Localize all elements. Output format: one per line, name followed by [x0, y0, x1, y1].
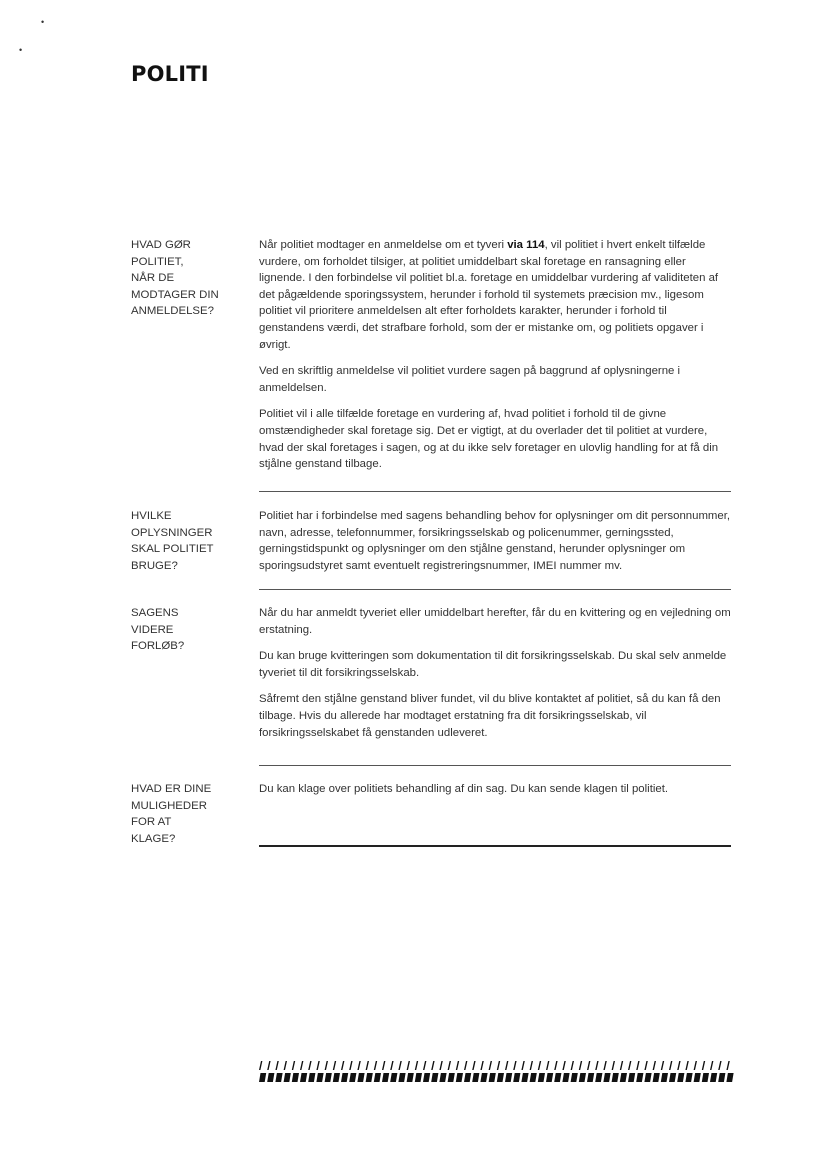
thick-stripe [292, 1073, 299, 1082]
thick-stripe [415, 1073, 422, 1082]
thin-stripe [595, 1061, 598, 1070]
thick-stripe [644, 1073, 651, 1082]
thick-stripe [579, 1073, 586, 1082]
thick-stripe [620, 1073, 627, 1082]
thick-stripe [308, 1073, 315, 1082]
thin-stripe [407, 1061, 410, 1070]
section-divider [259, 491, 731, 492]
thin-stripe [677, 1061, 680, 1070]
thin-stripe [554, 1061, 557, 1070]
section-body [259, 781, 731, 808]
thin-stripe [497, 1061, 500, 1070]
thin-stripe [456, 1061, 459, 1070]
thin-stripe-row [259, 1061, 730, 1070]
thick-stripe [390, 1073, 397, 1082]
thin-stripe [530, 1061, 533, 1070]
thick-stripe [587, 1073, 594, 1082]
thick-stripe [456, 1073, 463, 1082]
thin-stripe [472, 1061, 475, 1070]
scan-speck: • [19, 45, 23, 55]
thin-stripe [587, 1061, 590, 1070]
thin-stripe [538, 1061, 541, 1070]
police-stripe-pattern [257, 1061, 735, 1083]
thick-stripe [628, 1073, 635, 1082]
thick-stripe [595, 1073, 602, 1082]
thin-stripe [661, 1061, 664, 1070]
thin-stripe [292, 1061, 295, 1070]
thin-stripe [702, 1061, 705, 1070]
thin-stripe [710, 1061, 713, 1070]
thick-stripe [710, 1073, 717, 1082]
section-divider [259, 589, 731, 590]
thin-stripe [439, 1061, 442, 1070]
thin-stripe [694, 1061, 697, 1070]
paragraph: Når du har anmeldt tyveriet eller umiddelbart herefter, får du en kvittering og en vejledning om erstatning. [259, 607, 731, 636]
thick-stripe [349, 1073, 356, 1082]
thin-stripe [644, 1061, 647, 1070]
thick-stripe [653, 1073, 660, 1082]
thick-stripe [571, 1073, 578, 1082]
thin-stripe [505, 1061, 508, 1070]
thick-stripe [603, 1073, 610, 1082]
thin-stripe [423, 1061, 426, 1070]
thin-stripe [562, 1061, 565, 1070]
thick-stripe [431, 1073, 438, 1082]
thick-stripe [530, 1073, 537, 1082]
politi-logo: POLITI [131, 62, 209, 86]
thick-stripe [718, 1073, 725, 1082]
thick-stripe [685, 1073, 692, 1082]
section-body [259, 605, 731, 751]
thick-stripe [554, 1073, 561, 1082]
thin-stripe [259, 1061, 262, 1070]
paragraph: Du kan klage over politiets behandling af din sag. Du kan sende klagen til politiet. [259, 783, 669, 795]
section-body [259, 508, 731, 584]
thin-stripe [316, 1061, 319, 1070]
thick-stripe [357, 1073, 364, 1082]
thin-stripe [669, 1061, 672, 1070]
thick-stripe [497, 1073, 504, 1082]
thick-stripe [284, 1073, 291, 1082]
paragraph: Du kan bruge kvitteringen som dokumentation til dit forsikringsselskab. Du skal selv anmelde tyveriet til dit forsikringsselskab. [259, 650, 727, 679]
thick-stripe [562, 1073, 569, 1082]
thin-stripe [628, 1061, 631, 1070]
thin-stripe [374, 1061, 377, 1070]
thin-stripe [333, 1061, 336, 1070]
thick-stripe [513, 1073, 520, 1082]
thick-stripe [726, 1073, 733, 1082]
section-heading: HVAD GØR POLITIET, NÅR DE MODTAGER DIN ANMELDELSE? [131, 239, 219, 318]
thin-stripe [284, 1061, 287, 1070]
thin-stripe [612, 1061, 615, 1070]
thin-stripe [308, 1061, 311, 1070]
thin-stripe [390, 1061, 393, 1070]
thin-stripe [636, 1061, 639, 1070]
thick-stripe [669, 1073, 676, 1082]
thin-stripe [579, 1061, 582, 1070]
thick-stripe [448, 1073, 455, 1082]
thick-stripe [702, 1073, 709, 1082]
section-heading: HVAD ER DINE MULIGHEDER FOR AT KLAGE? [131, 783, 212, 845]
thick-stripe [521, 1073, 528, 1082]
thick-stripe [316, 1073, 323, 1082]
thin-stripe [382, 1061, 385, 1070]
thick-stripe [489, 1073, 496, 1082]
thin-stripe [513, 1061, 516, 1070]
thin-stripe [620, 1061, 623, 1070]
thin-stripe [325, 1061, 328, 1070]
thin-stripe [398, 1061, 401, 1070]
thin-stripe [415, 1061, 418, 1070]
thin-stripe [480, 1061, 483, 1070]
thin-stripe [275, 1061, 278, 1070]
thin-stripe [603, 1061, 606, 1070]
thin-stripe [349, 1061, 352, 1070]
thin-stripe [431, 1061, 434, 1070]
paragraph: Politiet har i forbindelse med sagens behandling behov for oplysninger om dit personnummer, navn, adresse, telefonnummer, forsikringsselskab og policenummer, gerningssted, gerningstidspunkt og oplysninger om den stjålne genstand, herunder oplysninger om sporingsudstyret samt eventuelt registreringsnummer, IMEI nummer mv. [259, 510, 731, 572]
thin-stripe [300, 1061, 303, 1070]
thick-stripe [267, 1073, 274, 1082]
thick-stripe-row [259, 1073, 734, 1082]
paragraph: Ved en skriftlig anmeldelse vil politiet vurdere sagen på baggrund af oplysningerne i anmeldelsen. [259, 365, 681, 394]
thin-stripe [357, 1061, 360, 1070]
thick-stripe [366, 1073, 373, 1082]
thin-stripe [685, 1061, 688, 1070]
thick-stripe [374, 1073, 381, 1082]
thin-stripe [521, 1061, 524, 1070]
thick-stripe [259, 1073, 266, 1082]
thin-stripe [489, 1061, 492, 1070]
end-divider [259, 845, 731, 847]
thin-stripe [366, 1061, 369, 1070]
section-heading: SAGENS VIDERE FORLØB? [131, 607, 185, 653]
thick-stripe [636, 1073, 643, 1082]
paragraph: Politiet vil i alle tilfælde foretage en vurdering af, hvad politiet i forhold til de givne omstændigheder skal foretage sig. Det er vigtigt, at du overlader det til politiet at vurdere, hvad der skal foretages i sagen, og at du ikke selv foretager en ulovlig handling for at få din stjålne genstand tilbage. [259, 408, 719, 471]
thick-stripe [333, 1073, 340, 1082]
thick-stripe [480, 1073, 487, 1082]
thin-stripe [546, 1061, 549, 1070]
thin-stripe [653, 1061, 656, 1070]
thick-stripe [538, 1073, 545, 1082]
thick-stripe [407, 1073, 414, 1082]
thick-stripe [325, 1073, 332, 1082]
thick-stripe [505, 1073, 512, 1082]
thick-stripe [341, 1073, 348, 1082]
thick-stripe [677, 1073, 684, 1082]
section-heading: HVILKE OPLYSNINGER SKAL POLITIET BRUGE? [131, 510, 214, 572]
thick-stripe [612, 1073, 619, 1082]
thin-stripe [726, 1061, 729, 1070]
thick-stripe [439, 1073, 446, 1082]
thick-stripe [423, 1073, 430, 1082]
thin-stripe [341, 1061, 344, 1070]
thick-stripe [464, 1073, 471, 1082]
thick-stripe [275, 1073, 282, 1082]
thick-stripe [661, 1073, 668, 1082]
thin-stripe [571, 1061, 574, 1070]
thin-stripe [718, 1061, 721, 1070]
section-divider [259, 765, 731, 766]
thin-stripe [267, 1061, 270, 1070]
thick-stripe [472, 1073, 479, 1082]
thick-stripe [300, 1073, 307, 1082]
thin-stripe [448, 1061, 451, 1070]
paragraph: Når politiet modtager en anmeldelse om et tyveri via 114, vil politiet i hvert enkelt tilfælde vurdere, om forholdet tilsiger, at politiet umiddelbart skal foretage en ransagning eller lignende. I den forbindelse vil politiet bl.a. foretage en umiddelbar vurdering af validiteten af det pågældende sporingssystem, herunder i forhold til systemets præcision mv., ligesom politiet vil prioritere anmeldelsen alt efter forholdets karakter, herunder i forhold til genstandens værdi, det strafbare forhold, som der er mistanke om, og politiets opgaver i øvrigt. [259, 239, 719, 351]
thick-stripe [398, 1073, 405, 1082]
scan-speck: • [41, 17, 45, 27]
section-body [259, 237, 731, 483]
thick-stripe [694, 1073, 701, 1082]
thin-stripe [464, 1061, 467, 1070]
paragraph: Såfremt den stjålne genstand bliver fundet, vil du blive kontaktet af politiet, så du kan få den tilbage. Hvis du allerede har modtaget erstatning fra dit forsikringsselskab, vil forsikringsselskabet få genstanden udleveret. [259, 693, 721, 739]
thick-stripe [382, 1073, 389, 1082]
thick-stripe [546, 1073, 553, 1082]
